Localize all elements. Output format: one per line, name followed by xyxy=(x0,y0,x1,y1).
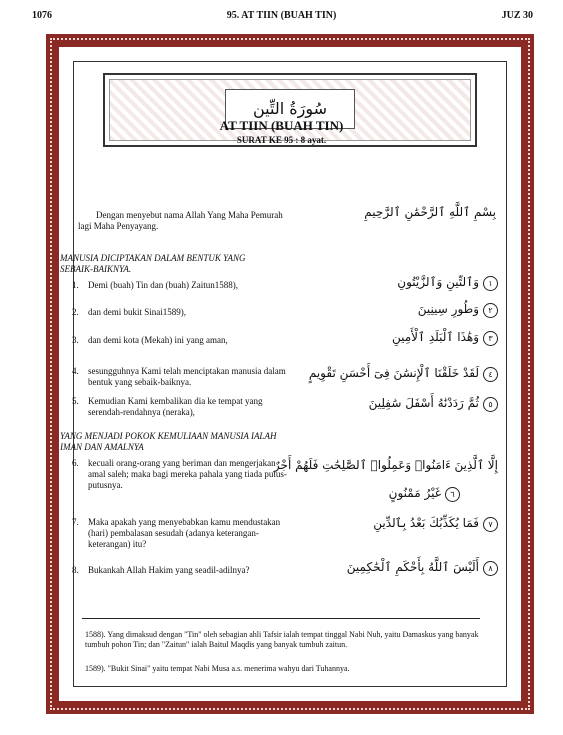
verse-number: 3. xyxy=(72,335,79,345)
verse-marker: ٣ xyxy=(483,331,498,346)
verse-arabic: ٧فَمَا يُكَذِّبُكَ بَعْدُ بِٱلدِّينِ xyxy=(320,516,498,532)
surah-title: AT TIIN (BUAH TIN) xyxy=(219,118,344,133)
verse-arabic: إِلَّا ٱلَّذِينَ ءَامَنُوا۟ وَعَمِلُوا۟ ٱلصَّٰلِحَٰتِ فَلَهُمْ أَجْرٌ xyxy=(273,458,498,472)
verse-arabic: ٨أَلَيْسَ ٱللَّهُ بِأَحْكَمِ ٱلْحَٰكِمِينَ xyxy=(300,560,498,576)
verse-text: Bukankah Allah Hakim yang seadil-adilnya? xyxy=(88,565,250,575)
section-heading-1: MANUSIA DICIPTAKAN DALAM BENTUK YANG SEBAIK-BAIKNYA. xyxy=(60,253,246,274)
verse-text: Maka apakah yang menyebabkan kamu mendustakan (hari) pembalasan sesudah (adanya keterangan-keterangan) itu? xyxy=(88,517,281,549)
verse-text: Kemudian Kami kembalikan dia ke tempat yang serendah-rendahnya (neraka), xyxy=(88,396,263,417)
verse-arabic: ١وَٱلتِّينِ وَٱلزَّيْتُونِ xyxy=(320,275,498,291)
section-heading-2: YANG MENJADI POKOK KEMULIAAN MANUSIA IALAH IMAN DAN AMALNYA xyxy=(60,431,277,452)
verse-marker: ٨ xyxy=(483,561,498,576)
surah-subtitle: SURAT KE 95 : 8 ayat. xyxy=(236,135,327,145)
verse-arabic: ٣وَهَٰذَا ٱلْبَلَدِ ٱلْأَمِينِ xyxy=(320,330,498,346)
footnote-divider xyxy=(82,618,480,619)
verse-marker: ٧ xyxy=(483,517,498,532)
verse-marker: ٦ xyxy=(445,487,460,502)
verse-number: 8. xyxy=(72,565,79,575)
verse-marker: ٥ xyxy=(483,397,498,412)
verse-number: 1. xyxy=(72,280,79,290)
verse-text: dan demi kota (Mekah) ini yang aman, xyxy=(88,335,228,345)
footnote-1589: 1589). "Bukit Sinai" yaitu tempat Nabi Musa a.s. menerima wahyu dari Tuhannya. xyxy=(85,664,350,673)
page-header xyxy=(0,6,563,24)
verse-number: 4. xyxy=(72,366,79,376)
verse-arabic: ٤لَقَدْ خَلَقْنَا ٱلْإِنسَٰنَ فِىٓ أَحْسَنِ تَقْوِيمٍ xyxy=(300,366,498,382)
juz-label: JUZ 30 xyxy=(501,10,533,21)
verse-text: sesungguhnya Kami telah menciptakan manusia dalam bentuk yang sebaik-baiknya. xyxy=(88,366,286,387)
verse-arabic-line2: ٦غَيْرُ مَمْنُونٍ xyxy=(360,486,460,502)
header-title: 95. AT TIIN (BUAH TIN) xyxy=(226,10,337,21)
verse-marker: ٢ xyxy=(483,303,498,318)
verse-marker: ٤ xyxy=(483,367,498,382)
verse-number: 7. xyxy=(72,517,79,527)
verse-number: 6. xyxy=(72,458,79,468)
basmala-text: Dengan menyebut nama Allah Yang Maha Pemurah lagi Maha Penyayang. xyxy=(78,210,283,231)
verse-marker: ١ xyxy=(483,276,498,291)
verse-text: Demi (buah) Tin dan (buah) Zaitun1588), xyxy=(88,280,238,290)
page-number: 1076 xyxy=(32,10,52,21)
verse-text: dan demi bukit Sinai1589), xyxy=(88,307,186,317)
surah-arabic-title: سُورَةُ التِّين xyxy=(225,89,355,129)
verse-arabic: ٥ثُمَّ رَدَدْنَٰهُ أَسْفَلَ سَٰفِلِينَ xyxy=(320,396,498,412)
basmala-arabic: بِسْمِ ٱللَّهِ ٱلرَّحْمَٰنِ ٱلرَّحِيمِ xyxy=(364,205,496,219)
verse-text: kecuali orang-orang yang beriman dan mengerjakan amal saleh; maka bagi mereka pahala yang tiada putus-putusnya. xyxy=(88,458,287,490)
verse-arabic: ٢وَطُورِ سِينِينَ xyxy=(320,302,498,318)
verse-number: 5. xyxy=(72,396,79,406)
footnote-1588: 1588). Yang dimaksud dengan "Tin" oleh sebagian ahli Tafsir ialah tempat tinggal Nabi Nuh, yaitu Damaskus yang banyak tumbuh pohon Tin; dan "Zaitun" ialah Baitul Maqdis yang banyak tumbuh zaitun. xyxy=(85,630,479,649)
verse-number: 2. xyxy=(72,307,79,317)
